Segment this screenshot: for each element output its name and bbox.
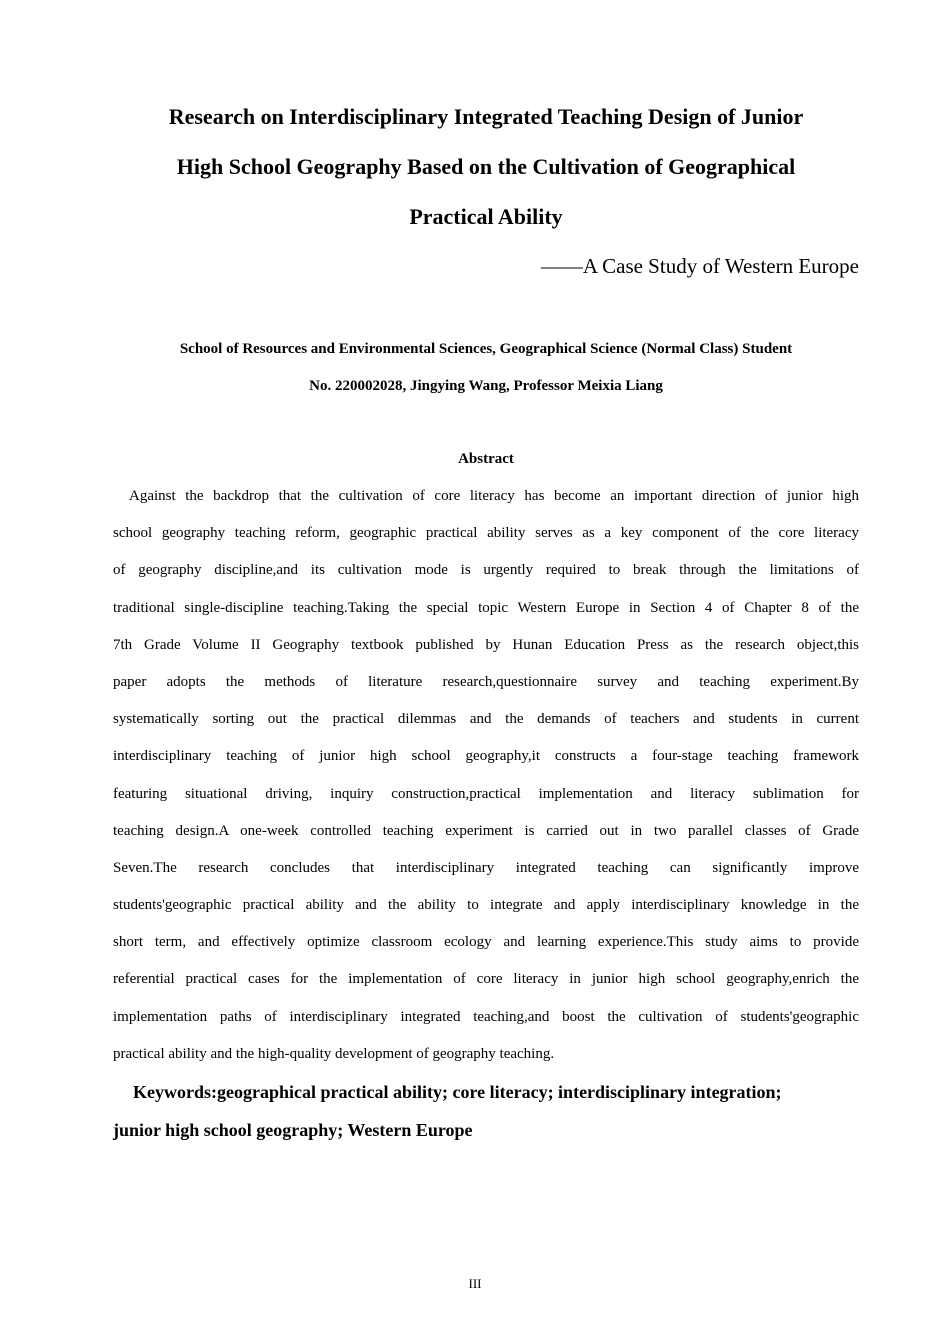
- paper-title-line: High School Geography Based on the Cultivation of Geographical: [176, 154, 796, 179]
- abstract-line: Seven.The research concludes that interdisciplinary integrated teaching can significantly improve: [113, 859, 859, 876]
- abstract-line: featuring situational driving, inquiry construction,practical implementation and literacy sublimation for: [113, 785, 859, 802]
- abstract-heading: Abstract: [458, 451, 514, 467]
- affiliation-line: School of Resources and Environmental Sciences, Geographical Science (Normal Class) Student: [179, 341, 793, 357]
- paper-title: [113, 92, 859, 242]
- paper-title-line: Practical Ability: [409, 204, 563, 229]
- keywords-line: Keywords:geographical practical ability; core literacy; interdisciplinary integration;: [133, 1082, 782, 1102]
- abstract-line: short term, and effectively optimize classroom ecology and learning experience.This study aims to provide: [113, 934, 859, 951]
- abstract-line: of geography discipline,and its cultivation mode is urgently required to break through the limitations of: [113, 562, 859, 579]
- abstract-line: Against the backdrop that the cultivation of core literacy has become an important direction of junior high: [129, 488, 859, 504]
- abstract-line: teaching design.A one-week controlled teaching experiment is carried out in two parallel classes of Grade: [113, 822, 859, 839]
- abstract-line: paper adopts the methods of literature research,questionnaire survey and teaching experiment.By: [113, 673, 859, 690]
- affiliation-line: No. 220002028, Jingying Wang, Professor Meixia Liang: [309, 378, 663, 394]
- keywords: [113, 1077, 859, 1153]
- abstract-line: practical ability and the high-quality development of geography teaching.: [113, 1045, 555, 1062]
- abstract-line: systematically sorting out the practical dilemmas and the demands of teachers and students in current: [113, 711, 859, 728]
- abstract-line: referential practical cases for the implementation of core literacy in junior high school geography,enrich the: [113, 971, 859, 988]
- page-number: III: [468, 1276, 482, 1291]
- paper-subtitle: ——A Case Study of Western Europe: [540, 254, 859, 278]
- abstract-line: students'geographic practical ability and the ability to integrate and apply interdisciplinary knowledge in the: [113, 897, 859, 914]
- abstract-line: implementation paths of interdisciplinary integrated teaching,and boost the cultivation of students'geographic: [113, 1008, 859, 1025]
- keywords-line: junior high school geography; Western Europe: [113, 1120, 473, 1140]
- abstract-line: traditional single-discipline teaching.Taking the special topic Western Europe in Section 4 of Chapter 8 of the: [113, 599, 859, 616]
- abstract-line: interdisciplinary teaching of junior high school geography,it constructs a four-stage teaching framework: [113, 748, 859, 765]
- abstract-line: 7th Grade Volume II Geography textbook published by Hunan Education Press as the research object,this: [113, 636, 859, 653]
- paper-title-line: Research on Interdisciplinary Integrated Teaching Design of Junior: [168, 104, 804, 129]
- author-affiliation: [113, 331, 859, 405]
- abstract-line: school geography teaching reform, geographic practical ability serves as a key component of the core literacy: [113, 525, 859, 542]
- abstract-body: [113, 481, 859, 1076]
